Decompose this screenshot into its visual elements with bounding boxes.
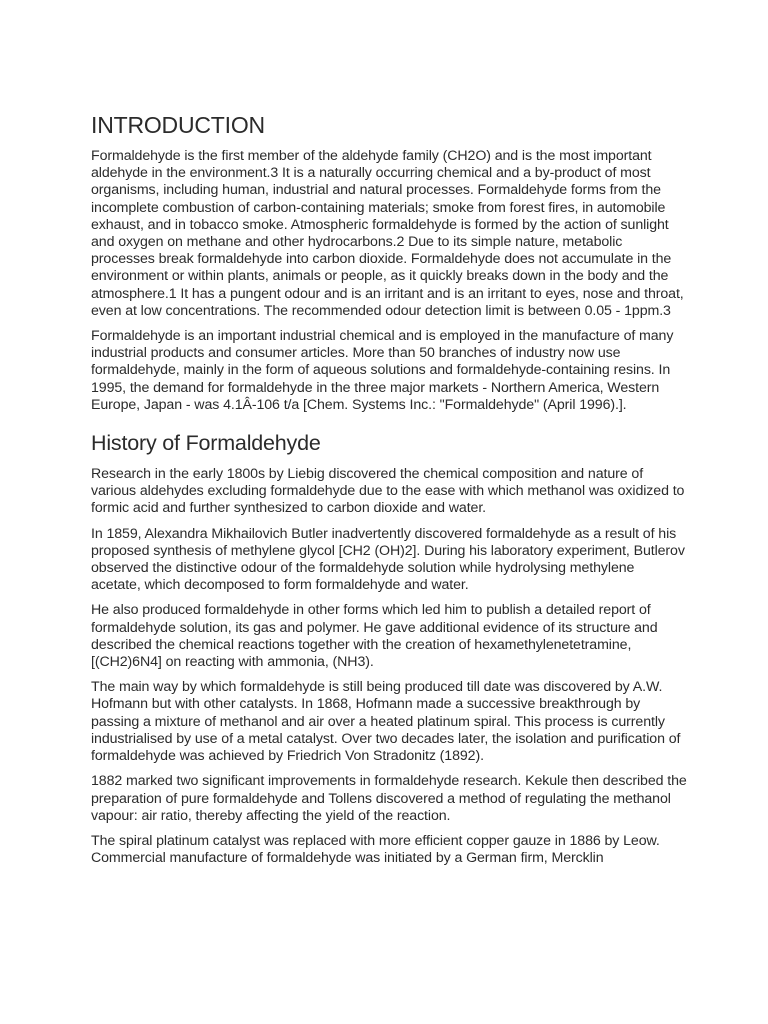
history-paragraph-2: In 1859, Alexandra Mikhailovich Butler inadvertently discovered formaldehyde as a result of his proposed synthesis of methylene glycol [CH2 (OH)2]. During his laboratory experiment, Butlerov observed the distinctive odour of the formaldehyde solution while hydrolysing methylene acetate, which decomposed to form formaldehyde and water. <box>91 525 685 594</box>
history-paragraph-5: 1882 marked two significant improvements in formaldehyde research. Kekule then described the preparation of pure formaldehyde and Tollens discovered a method of regulating the methanol vapour: air ratio, thereby affecting the yield of the reaction. <box>91 773 687 824</box>
intro-paragraph-1: Formaldehyde is the first member of the aldehyde family (CH2O) and is the most important aldehyde in the environment.3 It is a naturally occurring chemical and a by-product of most organisms, including human, industrial and natural processes. Formaldehyde forms from the incomplete combustion of carbon-containing materials; smoke from forest fires, in automobile exhaust, and in tobacco smoke. Atmospheric formaldehyde is formed by the action of sunlight and oxygen on methane and other hydrocarbons.2 Due to its simple nature, metabolic processes break formaldehyde into carbon dioxide. Formaldehyde does not accumulate in the environment or within plants, animals or people, as it quickly breaks down in the body and the atmosphere.1 It has a pungent odour and is an irritant and is an irritant to eyes, nose and throat, even at low concentrations. The recommended odour detection limit is between 0.05 - 1ppm.3 <box>91 148 684 319</box>
intro-paragraph-2: Formaldehyde is an important industrial chemical and is employed in the manufacture of many industrial products and consumer articles. More than 50 branches of industry now use formaldehyde, mainly in the form of aqueous solutions and formaldehyde-containing resins. In 1995, the demand for formaldehyde in the three major markets - Northern America, Western Europe, Japan - was 4.1Â-106 t/a [Chem. Systems Inc.: "Formaldehyde" (April 1996).]. <box>91 328 674 413</box>
section-heading-history: History of Formaldehyde <box>91 431 321 456</box>
document-page <box>91 108 687 875</box>
history-paragraph-4: The main way by which formaldehyde is still being produced till date was discovered by A.W. Hofmann but with other catalysts. In 1868, Hofmann made a successive breakthrough by passing a mixture of methanol and air over a heated platinum spiral. This process is currently industrialised by use of a metal catalyst. Over two decades later, the isolation and purification of formaldehyde was achieved by Friedrich Von Stradonitz (1892). <box>91 679 681 765</box>
history-paragraph-3: He also produced formaldehyde in other forms which led him to publish a detailed report of formaldehyde solution, its gas and polymer. He gave additional evidence of its structure and described the chemical reactions together with the creation of hexamethylenetetramine, [(CH2)6N4] on reacting with ammonia, (NH3). <box>91 602 658 671</box>
history-paragraph-1: Research in the early 1800s by Liebig discovered the chemical composition and nature of various aldehydes excluding formaldehyde due to the ease with which methanol was oxidized to formic acid and further synthesized to carbon dioxide and water. <box>91 466 685 517</box>
section-heading-introduction: INTRODUCTION <box>91 112 265 138</box>
history-paragraph-6: The spiral platinum catalyst was replaced with more efficient copper gauze in 1886 by Leow. Commercial manufacture of formaldehyde was initiated by a German firm, Mercklin <box>91 832 660 867</box>
